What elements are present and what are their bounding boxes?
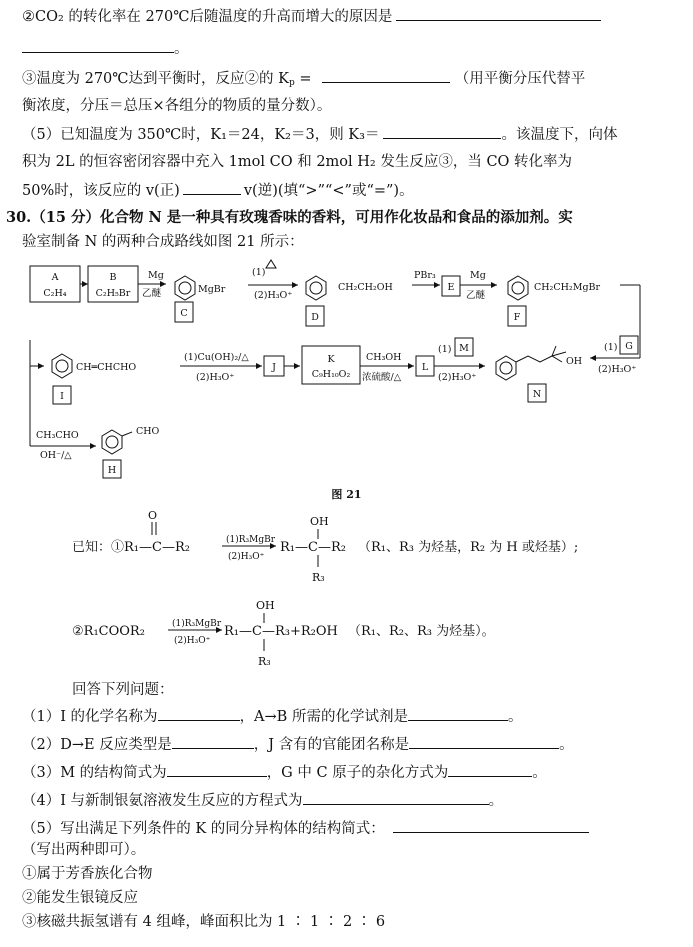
- q29-part5-cont: 积为 2L 的恒容密闭容器中充入 1mol CO 和 2mol H₂ 发生反应③，当 CO 转化率为: [22, 154, 573, 170]
- label-I: I: [60, 391, 64, 402]
- svg-text:(2)H₃O⁺: (2)H₃O⁺: [254, 290, 293, 301]
- svg-text:(2)H₃O⁺: (2)H₃O⁺: [174, 636, 211, 646]
- svg-text:(1): (1): [252, 267, 266, 278]
- svg-text:②R₁COOR₂: ②R₁COOR₂: [72, 624, 145, 639]
- svg-text:OH: OH: [256, 599, 275, 612]
- label-H: H: [107, 465, 117, 476]
- svg-text:Mg: Mg: [148, 270, 164, 281]
- box-A: A: [51, 272, 59, 283]
- svg-text:R₁—C—R₂: R₁—C—R₂: [280, 540, 346, 555]
- condition-3: ③核磁共振氢谱有 4 组峰，峰面积比为 1 ∶ 1 ∶ 2 ∶ 6: [22, 914, 386, 930]
- svg-text:乙醚: 乙醚: [466, 290, 486, 301]
- q30-header: 30.（15 分）化合物 N 是一种具有玫瑰香味的香料，可用作化妆品和食品的添加剂。实: [6, 209, 573, 226]
- q29-part3-cont: 衡浓度，分压＝总压×各组分的物质的量分数）。: [22, 98, 332, 114]
- answer-blank[interactable]: [408, 706, 508, 721]
- answer-blank[interactable]: [172, 734, 254, 749]
- svg-text:CH═CHCHO: CH═CHCHO: [76, 362, 137, 373]
- answer-blank[interactable]: [303, 790, 489, 805]
- box-B: B: [109, 272, 117, 283]
- q29-part3-text: ③温度为 270℃达到平衡时，反应②的 K: [22, 71, 289, 87]
- svg-text:(2)H₃O⁺: (2)H₃O⁺: [228, 552, 265, 562]
- question-5: （5）写出满足下列条件的 K 的同分异构体的结构简式：: [22, 818, 589, 839]
- answer-blank[interactable]: [409, 734, 559, 749]
- label-E: E: [447, 282, 455, 293]
- label-N: N: [532, 389, 542, 400]
- label-F: F: [513, 312, 521, 323]
- svg-text:(1)R₃MgBr: (1)R₃MgBr: [226, 535, 276, 545]
- svg-text:OH: OH: [310, 515, 329, 528]
- svg-text:(2)H₃O⁺: (2)H₃O⁺: [438, 372, 477, 383]
- label-M: M: [459, 343, 469, 354]
- svg-text:CH₂CH₂MgBr: CH₂CH₂MgBr: [534, 282, 601, 293]
- answer-blank[interactable]: [158, 706, 240, 721]
- svg-text:OH⁻/△: OH⁻/△: [40, 450, 72, 461]
- box-K: K: [327, 354, 335, 365]
- svg-text:R₁—C—R₃+R₂OH: R₁—C—R₃+R₂OH: [224, 624, 338, 639]
- condition-2: ②能发生银镜反应: [22, 890, 138, 906]
- svg-text:O: O: [148, 509, 158, 522]
- svg-text:浓硫酸/△: 浓硫酸/△: [362, 372, 402, 383]
- svg-text:(2)H₃O⁺: (2)H₃O⁺: [598, 364, 637, 375]
- svg-text:PBr₃: PBr₃: [414, 270, 436, 281]
- svg-text:（R₁、R₃ 为烃基，R₂ 为 H 或烃基）;: （R₁、R₃ 为烃基，R₂ 为 H 或烃基）;: [358, 540, 579, 555]
- label-D: D: [311, 312, 319, 323]
- svg-text:(1)R₃MgBr: (1)R₃MgBr: [172, 619, 222, 629]
- svg-text:（R₁、R₂、R₃ 为烃基）。: （R₁、R₂、R₃ 为烃基）。: [348, 624, 495, 639]
- svg-text:CH₃CHO: CH₃CHO: [36, 430, 79, 441]
- svg-text:R₃: R₃: [312, 571, 325, 584]
- label-J: J: [272, 362, 276, 373]
- box-B-formula: C₂H₅Br: [95, 288, 131, 299]
- answer-line: 。: [22, 38, 189, 59]
- svg-text:(2)H₃O⁺: (2)H₃O⁺: [196, 372, 235, 383]
- answer-blank[interactable]: [393, 818, 589, 833]
- svg-text:OH: OH: [566, 356, 583, 367]
- question-5-cont: （写出两种即可）。: [22, 842, 146, 858]
- question-4: （4）I 与新制银氨溶液发生反应的方程式为 。: [22, 790, 503, 811]
- q29-part5-line: （5）已知温度为 350℃时，K₁＝24，K₂＝3，则 K₃＝ 。该温度下，向体: [22, 124, 617, 145]
- svg-text:已知：①R₁—C—R₂: 已知：①R₁—C—R₂: [72, 540, 190, 555]
- svg-text:CH₃OH: CH₃OH: [366, 352, 402, 363]
- label-L: L: [421, 362, 429, 373]
- condition-1: ①属于芳香族化合物: [22, 866, 153, 882]
- svg-text:(1)Cu(OH)₂/△: (1)Cu(OH)₂/△: [184, 352, 249, 363]
- box-K-formula: C₉H₁₀O₂: [311, 369, 351, 380]
- svg-text:R₃: R₃: [258, 655, 271, 668]
- svg-text:MgBr: MgBr: [198, 284, 226, 295]
- question-1: （1）I 的化学名称为 ，A→B 所需的化学试剂是 。: [22, 706, 522, 727]
- known-reactions: [0, 505, 693, 680]
- question-3: （3）M 的结构简式为 ，G 中 C 原子的杂化方式为 。: [22, 762, 547, 783]
- q29-part5-cont2: 50%时，该反应的 v(正) v(逆)(填“>”“<”或“=”)。: [22, 180, 414, 201]
- svg-text:(1): (1): [604, 342, 618, 353]
- svg-text:(1): (1): [438, 344, 452, 355]
- question-2: （2）D→E 反应类型是 ，J 含有的官能团名称是 。: [22, 734, 574, 755]
- box-A-formula: C₂H₄: [43, 288, 67, 299]
- questions-intro: 回答下列问题：: [72, 682, 174, 698]
- svg-text:CHO: CHO: [136, 426, 160, 437]
- svg-text:Mg: Mg: [470, 270, 486, 281]
- answer-blank[interactable]: [167, 762, 267, 777]
- figure-caption: 图 21: [331, 488, 362, 501]
- answer-blank[interactable]: [448, 762, 532, 777]
- q29-part2-text: ②CO₂ 的转化率在 270℃后随温度的升高而增大的原因是: [22, 9, 393, 25]
- svg-text:CH₂CH₂OH: CH₂CH₂OH: [338, 282, 393, 293]
- q29-part3-line: ③温度为 270℃达到平衡时，反应②的 $K_p$ = （用平衡分压代替平: [22, 68, 585, 93]
- label-G: G: [625, 341, 633, 352]
- label-C: C: [180, 308, 188, 319]
- svg-text:乙醚: 乙醚: [142, 288, 162, 299]
- q30-header-cont: 验室制备 N 的两种合成路线如图 21 所示：: [22, 234, 304, 250]
